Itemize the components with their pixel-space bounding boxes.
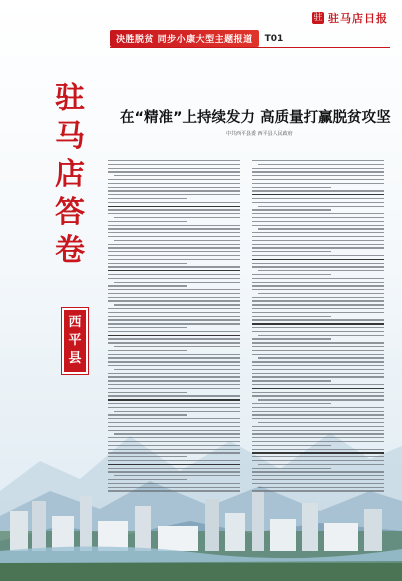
text-line: [252, 236, 384, 237]
text-line: [252, 350, 384, 351]
text-line: [114, 369, 240, 370]
text-line: [252, 168, 384, 169]
text-line: [108, 225, 240, 226]
text-line: [252, 418, 384, 419]
title-char: 卷: [55, 233, 85, 268]
text-line: [258, 228, 384, 229]
text-line: [252, 437, 384, 438]
text-line: [252, 331, 384, 332]
text-line: [252, 354, 384, 355]
text-line: [108, 202, 240, 203]
text-line: [258, 422, 384, 423]
county-stamp: [62, 308, 88, 374]
text-line: [108, 164, 240, 165]
text-line: [252, 380, 331, 381]
text-line: [252, 373, 384, 374]
vertical-title: [52, 80, 88, 270]
text-line: [108, 445, 240, 446]
text-line: [252, 259, 384, 260]
text-line: [252, 456, 384, 457]
title-char: 店: [55, 157, 85, 192]
text-line: [108, 300, 240, 301]
text-line: [252, 392, 384, 393]
text-line: [252, 327, 384, 328]
text-line: [108, 361, 240, 362]
text-line: [108, 323, 240, 324]
text-line: [108, 244, 240, 245]
text-line: [108, 263, 187, 264]
text-line: [252, 376, 384, 377]
text-line: [114, 433, 240, 434]
text-line: [252, 255, 384, 256]
text-line: [108, 422, 240, 423]
text-line: [108, 266, 240, 267]
text-line: [108, 384, 240, 385]
text-line: [108, 259, 240, 260]
text-line: [108, 278, 240, 279]
text-line: [108, 426, 240, 427]
masthead: [312, 10, 388, 26]
text-line: [108, 414, 187, 415]
text-line: [108, 274, 240, 275]
text-line: [258, 270, 384, 271]
text-line: [108, 289, 240, 290]
text-line: [252, 198, 384, 199]
text-line: [108, 441, 240, 442]
text-line: [252, 407, 384, 408]
county-char: 县: [68, 351, 82, 366]
text-line: [252, 430, 384, 431]
title-char: 答: [55, 195, 85, 230]
section-banner: [110, 30, 283, 47]
text-line: [252, 289, 384, 290]
text-line: [258, 487, 384, 488]
text-line: [108, 247, 240, 248]
text-line: [252, 490, 384, 491]
text-line: [252, 316, 331, 317]
text-line: [108, 190, 240, 191]
text-line: [258, 399, 384, 400]
text-line: [252, 304, 384, 305]
text-line: [252, 338, 331, 339]
text-line: [108, 452, 240, 453]
text-line: [108, 213, 240, 214]
text-line: [252, 194, 384, 195]
newspaper-name: 驻马店日报: [328, 12, 388, 25]
text-line: [108, 168, 240, 169]
text-line: [252, 213, 384, 214]
text-line: [108, 350, 187, 351]
text-line: [108, 487, 240, 488]
text-line: [258, 206, 384, 207]
text-line: [108, 354, 240, 355]
text-line: [252, 274, 331, 275]
text-line: [108, 187, 240, 188]
text-line: [108, 395, 240, 396]
text-line: [252, 240, 384, 241]
text-line: [108, 399, 240, 400]
text-line: [252, 369, 384, 370]
text-line: [114, 304, 240, 305]
text-line: [252, 445, 331, 446]
text-line: [252, 190, 384, 191]
text-line: [252, 395, 384, 396]
text-line: [252, 449, 384, 450]
text-line: [252, 297, 384, 298]
text-line: [252, 471, 384, 472]
text-line: [108, 418, 240, 419]
text-line: [108, 490, 240, 491]
text-line: [252, 312, 384, 313]
text-line: [252, 479, 384, 480]
text-line: [258, 335, 384, 336]
text-line: [108, 376, 240, 377]
article-column-right: [252, 160, 384, 505]
text-line: [252, 179, 384, 180]
text-line: [252, 221, 384, 222]
text-line: [108, 407, 240, 408]
text-line: [108, 255, 240, 256]
text-line: [252, 171, 384, 172]
headline: 在“精准”上持续发力 高质量打赢脱贫攻坚: [120, 110, 391, 126]
text-line: [108, 293, 240, 294]
text-line: [108, 198, 187, 199]
text-line: [108, 160, 240, 161]
text-line: [252, 475, 384, 476]
text-line: [252, 263, 384, 264]
text-line: [252, 285, 384, 286]
banner-text: 决胜脱贫 同步小康大型主题报道: [110, 30, 259, 47]
article-column-left: [108, 160, 240, 505]
text-line: [108, 171, 240, 172]
text-line: [252, 403, 331, 404]
text-line: [108, 471, 240, 472]
title-char: 马: [55, 119, 85, 154]
text-line: [108, 388, 240, 389]
text-line: [252, 160, 384, 161]
text-line: [108, 449, 240, 450]
text-line: [114, 175, 240, 176]
text-line: [252, 411, 384, 412]
text-line: [108, 437, 240, 438]
text-line: [108, 460, 240, 461]
article-body: [108, 160, 390, 505]
text-line: [108, 373, 240, 374]
text-line: [108, 251, 240, 252]
text-line: [108, 479, 187, 480]
page-number: T01: [264, 33, 284, 44]
text-line: [108, 392, 187, 393]
text-line: [252, 452, 384, 453]
text-line: [108, 342, 240, 343]
text-line: [114, 282, 240, 283]
text-line: [108, 194, 240, 195]
text-line: [252, 483, 384, 484]
text-line: [252, 187, 331, 188]
text-line: [258, 357, 384, 358]
text-line: [252, 323, 384, 324]
text-line: [108, 319, 240, 320]
text-line: [108, 209, 240, 210]
text-line: [108, 179, 240, 180]
header-rule: [110, 47, 390, 48]
text-line: [252, 361, 384, 362]
text-line: [114, 240, 240, 241]
title-char: 驻: [55, 81, 85, 116]
text-line: [252, 202, 384, 203]
text-line: [108, 206, 240, 207]
text-line: [252, 278, 384, 279]
text-line: [108, 236, 240, 237]
text-line: [252, 244, 384, 245]
text-line: [108, 464, 240, 465]
text-line: [252, 342, 384, 343]
text-line: [108, 285, 187, 286]
county-char: 西: [68, 315, 82, 330]
text-line: [108, 221, 187, 222]
text-line: [108, 403, 240, 404]
text-line: [252, 209, 331, 210]
text-line: [252, 441, 384, 442]
text-line: [108, 456, 187, 457]
text-line: [258, 164, 384, 165]
text-line: [108, 331, 240, 332]
county-char: 平: [68, 333, 82, 348]
text-line: [108, 338, 240, 339]
text-line: [108, 183, 240, 184]
text-line: [252, 414, 384, 415]
text-line: [252, 346, 384, 347]
text-line: [114, 217, 240, 218]
text-line: [108, 327, 187, 328]
text-line: [258, 293, 384, 294]
logo-icon: 驻: [313, 13, 323, 23]
byline: 中共西平县委 西平县人民政府: [226, 131, 293, 137]
text-line: [114, 475, 240, 476]
text-line: [252, 175, 384, 176]
text-line: [108, 380, 240, 381]
text-line: [252, 468, 331, 469]
text-line: [252, 384, 384, 385]
text-line: [108, 430, 240, 431]
text-line: [252, 308, 384, 309]
text-line: [252, 247, 384, 248]
text-line: [252, 433, 384, 434]
text-line: [108, 312, 240, 313]
text-line: [258, 464, 384, 465]
text-line: [108, 335, 240, 336]
text-line: [252, 266, 384, 267]
text-line: [108, 483, 240, 484]
text-line: [252, 365, 384, 366]
text-line: [108, 365, 240, 366]
text-line: [108, 228, 240, 229]
text-line: [252, 217, 384, 218]
text-line: [108, 308, 240, 309]
text-line: [108, 468, 240, 469]
text-line: [252, 183, 384, 184]
text-line: [252, 251, 331, 252]
text-line: [108, 297, 240, 298]
text-line: [114, 346, 240, 347]
text-line: [108, 316, 240, 317]
text-line: [252, 426, 384, 427]
text-line: [252, 232, 384, 233]
text-line: [252, 282, 384, 283]
text-line: [252, 300, 384, 301]
text-line: [252, 225, 384, 226]
text-line: [252, 460, 384, 461]
text-line: [252, 319, 384, 320]
text-line: [108, 232, 240, 233]
text-line: [108, 357, 240, 358]
text-line: [252, 388, 384, 389]
text-line: [108, 270, 240, 271]
text-line: [114, 411, 240, 412]
